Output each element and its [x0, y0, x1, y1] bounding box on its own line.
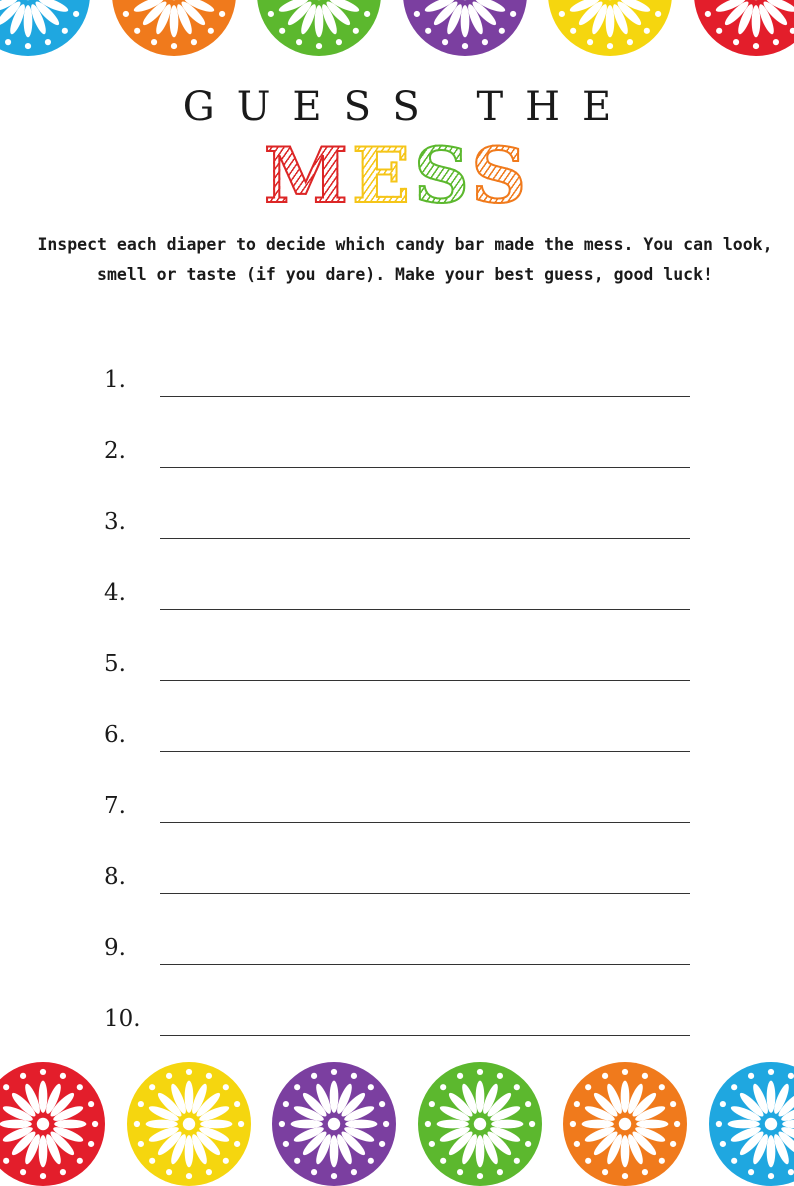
title-guess-the: GUESS THE	[0, 84, 794, 130]
flower-circle-icon	[127, 1062, 251, 1186]
answer-number: 9.	[104, 935, 126, 961]
answer-blank-line[interactable]	[160, 1035, 690, 1036]
flower-circle-icon	[0, 1062, 105, 1186]
mess-letter-e: E	[352, 131, 414, 220]
answer-row	[104, 649, 704, 720]
flower-circle-icon	[272, 1062, 396, 1186]
instructions-text: Inspect each diaper to decide which candy bar made the mess. You can look, smell or taste (if you dare). Make your best guess, good luck!	[30, 230, 780, 290]
flower-circle-icon	[548, 0, 672, 56]
flower-circle-icon	[257, 0, 381, 56]
answer-number: 7.	[104, 793, 126, 819]
answer-blank-line[interactable]	[160, 751, 690, 752]
answer-number: 10.	[104, 1006, 141, 1032]
mess-letter-m: M	[264, 131, 352, 220]
answer-row	[104, 862, 704, 933]
flower-circle-icon	[694, 0, 794, 56]
flower-circle-icon	[0, 0, 90, 56]
answer-number: 1.	[104, 367, 126, 393]
answer-blank-line[interactable]	[160, 467, 690, 468]
answer-number: 8.	[104, 864, 126, 890]
answer-number: 2.	[104, 438, 126, 464]
answer-row	[104, 365, 704, 436]
answer-blank-line[interactable]	[160, 822, 690, 823]
answer-number: 6.	[104, 722, 126, 748]
answer-list	[104, 365, 704, 1075]
answer-blank-line[interactable]	[160, 538, 690, 539]
mess-letter-s1: S	[414, 131, 471, 220]
mess-letter-s2: S	[471, 131, 530, 220]
answer-row	[104, 436, 704, 507]
answer-blank-line[interactable]	[160, 964, 690, 965]
flower-circle-icon	[418, 1062, 542, 1186]
answer-blank-line[interactable]	[160, 893, 690, 894]
flower-circle-icon	[112, 0, 236, 56]
title-mess	[0, 138, 794, 214]
answer-number: 3.	[104, 509, 126, 535]
answer-row	[104, 578, 704, 649]
answer-number: 5.	[104, 651, 126, 677]
flower-circle-icon	[563, 1062, 687, 1186]
answer-row	[104, 507, 704, 578]
flower-circle-icon	[403, 0, 527, 56]
answer-number: 4.	[104, 580, 126, 606]
answer-row	[104, 791, 704, 862]
answer-blank-line[interactable]	[160, 396, 690, 397]
answer-blank-line[interactable]	[160, 680, 690, 681]
answer-row	[104, 933, 704, 1004]
answer-row	[104, 720, 704, 791]
answer-blank-line[interactable]	[160, 609, 690, 610]
flower-circle-icon	[709, 1062, 794, 1186]
